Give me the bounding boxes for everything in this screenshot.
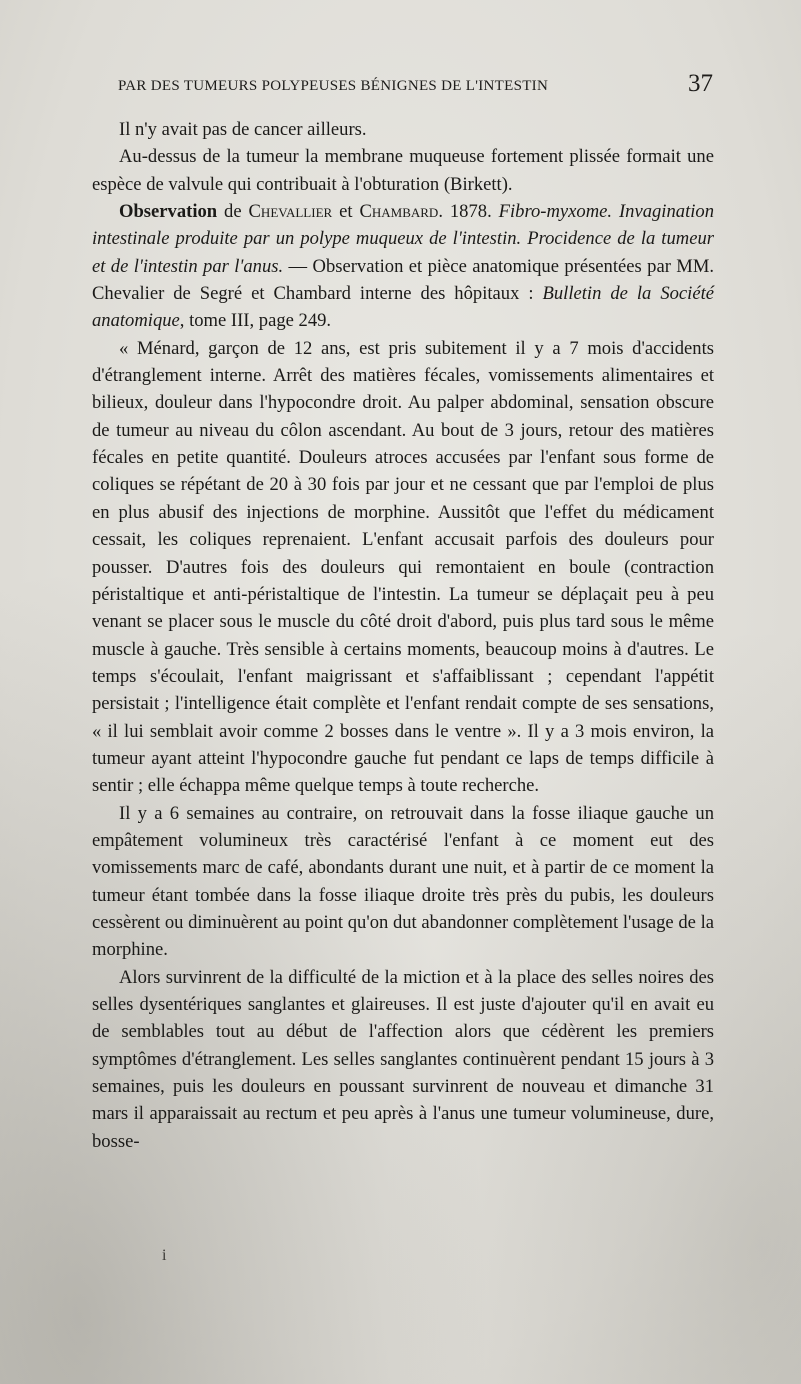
paragraph-case-history: « Ménard, garçon de 12 ans, est pris subitement il y a 7 mois d'accidents d'étranglement interne. Arrêt des matières fécales, vomissements alimentaires et bilieux, douleur dans l'hypocondre droit. Au palper abdominal, sensation obscure de tumeur au niveau du côlon ascendant. Au bout de 3 jours, retour des matières fécales en petite quantité. Douleurs atroces accusées par l'enfant sous forme de coliques se répétant de 20 à 30 fois par jour et ne cessant que par l'emploi de plus en plus abusif des injections de morphine. Aussitôt que l'effet du médicament cessait, les coliques reprenaient. L'enfant accusait parfois des douleurs pour pousser. D'autres fois des douleurs qui remontaient en boule (contraction péristaltique et anti-péristaltique de l'intestin. La tumeur se déplaçait peu à peu venant se placer sous le muscle du côté droit d'abord, puis plus tard sous le même muscle à gauche. Très sensible à certains moments, beaucoup moins à d'autres. Le temps s'écoulait, l'enfant maigrissant et s'affaiblissant ; cependant l'appétit persistait ; l'intelligence était complète et l'enfant rendait compte de ses sensations, « il lui semblait avoir comme 2 bosses dans le ventre ». Il y a 3 mois environ, la tumeur ayant atteint l'hypocondre gauche fut pendant ce laps de temps difficile à sentir ; elle échappa même quelque temps à toute recherche. <box>92 337 714 797</box>
observation-reference: , tome III, page 249. <box>179 310 332 332</box>
observation-bulletin: Bulletin de la Société anatomique <box>92 283 715 332</box>
paragraph-miction: Alors survinrent de la difficulté de la miction et à la place des selles noires des selles dysentériques sanglantes et glaireuses. Il est juste d'ajouter qu'il en avait eu de semblables tout au début de l'affection alors que cédèrent les premiers symptômes d'étranglement. Les selles sanglantes continuèrent pendant 15 jours à 3 semaines, puis les douleurs en poussant survinrent de nouveau et dimanche 31 mars il apparaissait au rectum et peu après à l'anus une tumeur volumineuse, dure, bosse- <box>92 966 714 1152</box>
observation-year: . 1878. <box>438 201 499 223</box>
page-number: 37 <box>688 70 713 97</box>
observation-title: Fibro-myxome. Invagination intestinale produite par un polype muqueux de l'intestin. Procidence de la tumeur et de l'intestin par l'anus. <box>92 201 714 277</box>
paragraph-1: Il n'y avait pas de cancer ailleurs. <box>119 119 367 140</box>
body-text <box>92 116 714 1155</box>
observation-label: Observation <box>119 201 218 223</box>
running-head: PAR DES TUMEURS POLYPEUSES BÉNIGNES DE L'INTESTIN <box>118 78 549 94</box>
observation-author-2: Chambard <box>359 201 439 223</box>
paragraph-2: Au-dessus de la tumeur la membrane muqueuse fortement plissée formait une espèce de valvule qui contribuait à l'obturation (Birkett). <box>92 146 714 195</box>
paragraph-six-weeks: Il y a 6 semaines au contraire, on retrouvait dans la fosse iliaque gauche un empâtement volumineux très caractérisé l'enfant à ce moment eut des vomissements marc de café, abondants durant une nuit, et à partir de ce moment la tumeur étant tombée dans la fosse iliaque droite très près du pubis, les douleurs cessèrent ou diminuèrent au point qu'on dut abandonner complètement l'usage de la morphine. <box>92 802 714 961</box>
paragraph-observation-heading <box>92 198 714 335</box>
observation-de: de <box>217 201 249 223</box>
stray-mark: i <box>162 1247 167 1264</box>
observation-author-1: Chevallier <box>248 201 333 223</box>
observation-details: — Observation et pièce anatomique présentées par MM. Chevalier de Segré et Chambard interne des hôpitaux : <box>92 255 714 305</box>
observation-et: et <box>332 201 360 223</box>
